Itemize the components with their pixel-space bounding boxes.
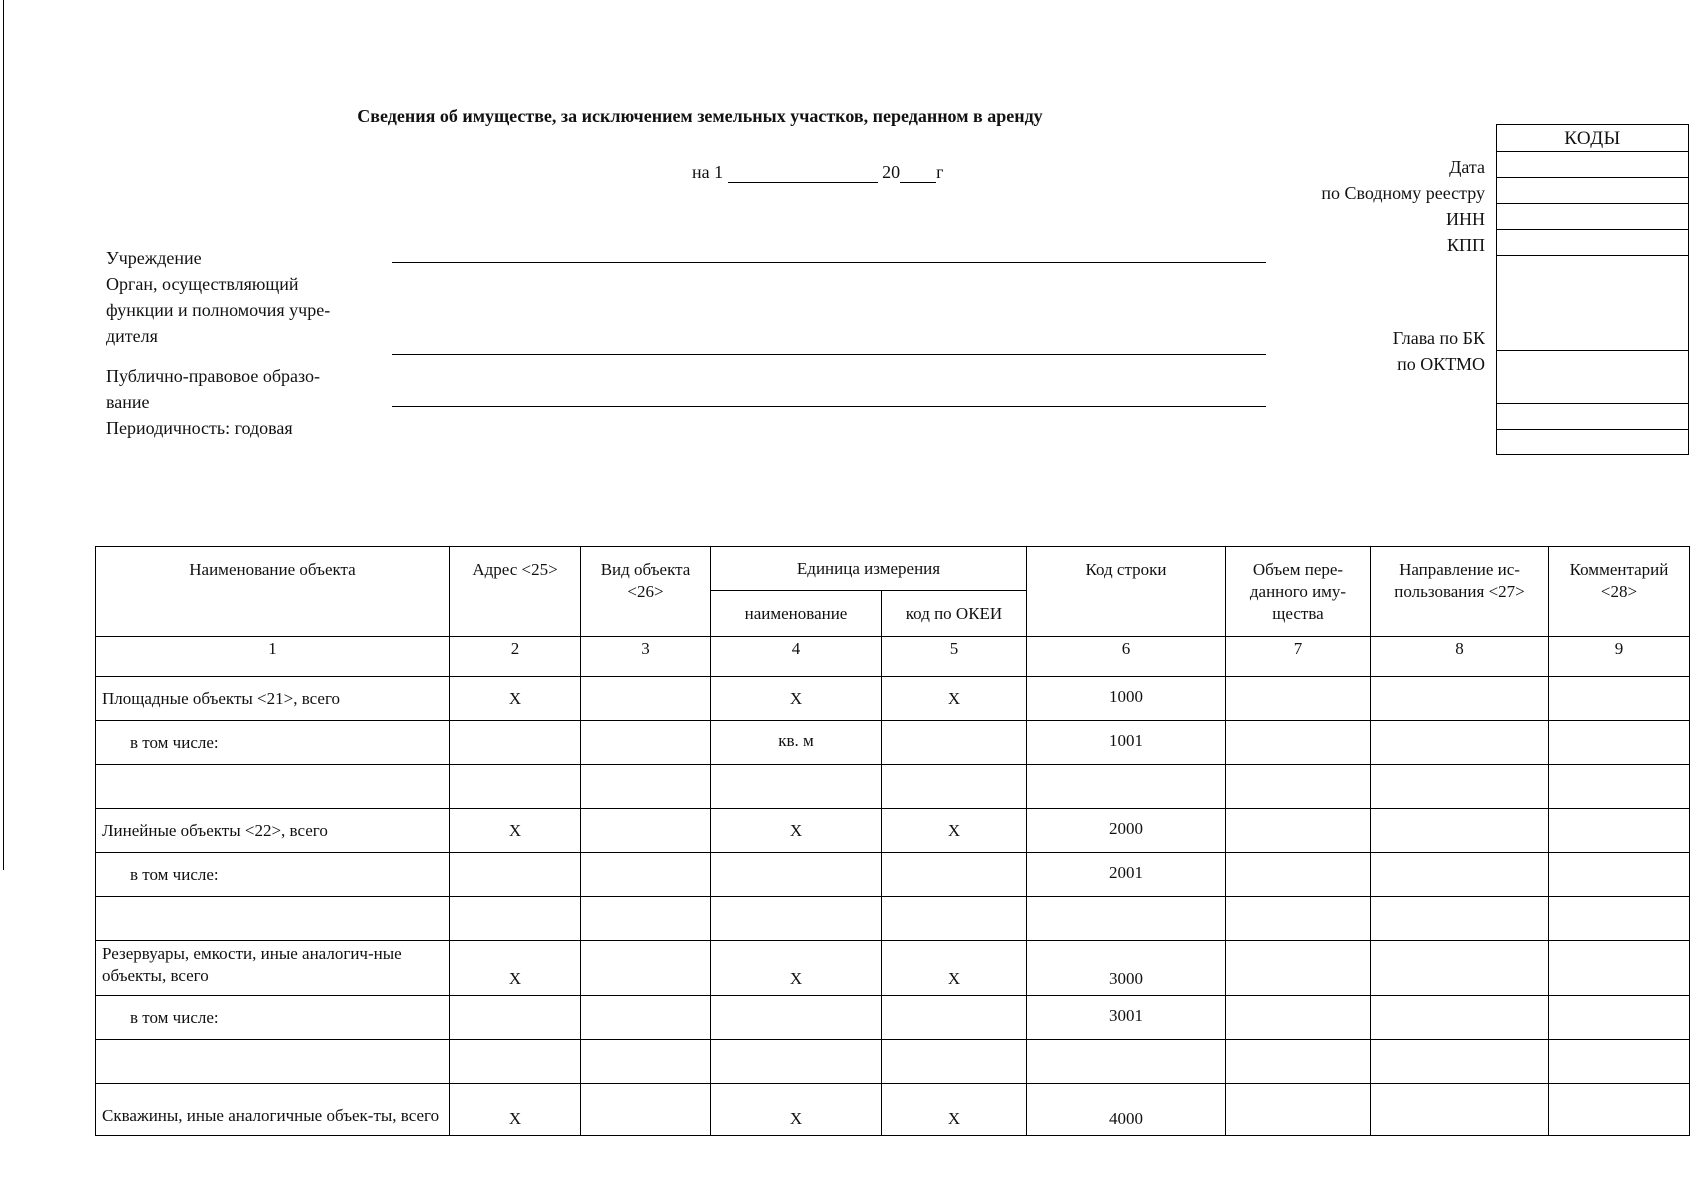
row-kind[interactable] — [581, 677, 711, 721]
row-code: 1000 — [1027, 677, 1226, 721]
row-direction[interactable] — [1371, 996, 1549, 1040]
row-unit-code[interactable] — [882, 1040, 1027, 1084]
table-row — [96, 897, 1690, 941]
table-row — [96, 809, 1690, 853]
date-day-month-blank[interactable] — [728, 166, 878, 183]
row-volume[interactable] — [1226, 996, 1371, 1040]
row-volume[interactable] — [1226, 1040, 1371, 1084]
table-row — [96, 677, 1690, 721]
row-volume[interactable] — [1226, 1084, 1371, 1136]
row-unit-name[interactable] — [711, 996, 882, 1040]
row-address[interactable]: Х — [450, 677, 581, 721]
row-unit-name[interactable]: Х — [711, 809, 882, 853]
row-address[interactable] — [450, 721, 581, 765]
row-unit-code[interactable]: Х — [882, 809, 1027, 853]
header-volume: Объем пере-данного иму-щества — [1226, 547, 1371, 637]
date-prefix: на 1 — [692, 162, 724, 182]
code-label-oktmo: по ОКТМО — [1397, 354, 1485, 374]
column-number: 3 — [581, 637, 711, 677]
row-unit-name[interactable] — [711, 853, 882, 897]
row-unit-code[interactable] — [882, 897, 1027, 941]
row-name: Линейные объекты <22>, всего — [96, 809, 450, 853]
column-number: 4 — [711, 637, 882, 677]
row-unit-name[interactable]: Х — [711, 941, 882, 996]
row-name: Резервуары, емкости, иные аналогич-ные объекты, всего — [96, 941, 450, 996]
column-numbers-row — [96, 637, 1690, 677]
row-code[interactable] — [1027, 1040, 1226, 1084]
founder-label-line2: функции и полномочия учре- — [106, 300, 331, 320]
header-unit-name: наименование — [711, 591, 882, 637]
column-number: 1 — [96, 637, 450, 677]
row-kind[interactable] — [581, 809, 711, 853]
row-direction[interactable] — [1371, 853, 1549, 897]
date-year-blank[interactable] — [900, 166, 936, 183]
row-kind[interactable] — [581, 721, 711, 765]
row-unit-name[interactable] — [711, 897, 882, 941]
row-volume[interactable] — [1226, 897, 1371, 941]
header-comment: Комментарий <28> — [1549, 547, 1690, 637]
row-direction[interactable] — [1371, 1040, 1549, 1084]
header-direction: Направление ис-пользования <27> — [1371, 547, 1549, 637]
date-year-prefix: 20 — [882, 162, 901, 182]
row-comment[interactable] — [1549, 853, 1690, 897]
row-code[interactable] — [1027, 765, 1226, 809]
row-kind[interactable] — [581, 941, 711, 996]
code-label-chapter-bk: Глава по БК — [1392, 328, 1485, 348]
row-name: в том числе: — [96, 721, 450, 765]
row-unit-name[interactable] — [711, 1040, 882, 1084]
row-unit-code[interactable] — [882, 853, 1027, 897]
row-comment[interactable] — [1549, 721, 1690, 765]
page-left-edge — [3, 0, 4, 870]
row-direction[interactable] — [1371, 1084, 1549, 1136]
column-number: 6 — [1027, 637, 1226, 677]
row-volume[interactable] — [1226, 677, 1371, 721]
public-entity-field-line[interactable] — [392, 406, 1266, 407]
row-comment[interactable] — [1549, 897, 1690, 941]
row-name[interactable] — [96, 897, 450, 941]
row-kind[interactable] — [581, 1040, 711, 1084]
codes-title: КОДЫ — [1564, 128, 1621, 149]
code-label-date: Дата — [1449, 157, 1485, 177]
row-unit-name[interactable]: Х — [711, 1084, 882, 1136]
column-number: 5 — [882, 637, 1027, 677]
row-kind[interactable] — [581, 853, 711, 897]
row-direction[interactable] — [1371, 897, 1549, 941]
header-row-code: Код строки — [1027, 547, 1226, 637]
row-unit-name[interactable] — [711, 765, 882, 809]
row-name: Площадные объекты <21>, всего — [96, 677, 450, 721]
row-unit-code[interactable] — [882, 996, 1027, 1040]
document-title: Сведения об имуществе, за исключением земельных участков, переданном в аренду — [357, 106, 1043, 126]
row-direction[interactable] — [1371, 721, 1549, 765]
code-label-kpp: КПП — [1446, 235, 1485, 255]
row-address[interactable] — [450, 1040, 581, 1084]
row-kind[interactable] — [581, 765, 711, 809]
table-row — [96, 996, 1690, 1040]
column-number: 2 — [450, 637, 581, 677]
code-label-registry: по Сводному реестру — [1321, 183, 1485, 203]
founder-field-line[interactable] — [392, 354, 1266, 355]
row-comment[interactable] — [1549, 677, 1690, 721]
row-address[interactable] — [450, 996, 581, 1040]
row-comment[interactable] — [1549, 809, 1690, 853]
header-name: Наименование объекта — [96, 547, 450, 637]
column-number: 8 — [1371, 637, 1549, 677]
row-name[interactable] — [96, 765, 450, 809]
row-name[interactable] — [96, 1040, 450, 1084]
institution-field-line[interactable] — [392, 262, 1266, 263]
founder-label-line1: Орган, осуществляющий — [106, 274, 299, 294]
periodicity-label: Периодичность: годовая — [106, 418, 293, 438]
codes-box — [1496, 124, 1689, 455]
row-comment[interactable] — [1549, 996, 1690, 1040]
row-direction[interactable] — [1371, 765, 1549, 809]
row-direction[interactable] — [1371, 809, 1549, 853]
table-row — [96, 853, 1690, 897]
row-unit-code[interactable] — [882, 765, 1027, 809]
institution-label: Учреждение — [106, 248, 202, 268]
row-code: 2000 — [1027, 809, 1226, 853]
date-suffix: г — [936, 162, 944, 182]
row-comment[interactable] — [1549, 1040, 1690, 1084]
row-address[interactable] — [450, 853, 581, 897]
row-volume[interactable] — [1226, 941, 1371, 996]
row-unit-code[interactable]: Х — [882, 1084, 1027, 1136]
row-code[interactable] — [1027, 897, 1226, 941]
table-row — [96, 765, 1690, 809]
row-name: Скважины, иные аналогичные объек-ты, всего — [96, 1084, 450, 1136]
column-number: 7 — [1226, 637, 1371, 677]
table-row — [96, 941, 1690, 996]
row-code: 3001 — [1027, 996, 1226, 1040]
row-unit-name[interactable]: Х — [711, 677, 882, 721]
row-volume[interactable] — [1226, 765, 1371, 809]
header-unit: Единица измерения — [711, 547, 1027, 591]
row-kind[interactable] — [581, 1084, 711, 1136]
row-address[interactable]: Х — [450, 1084, 581, 1136]
row-volume[interactable] — [1226, 721, 1371, 765]
table-row — [96, 1040, 1690, 1084]
column-number: 9 — [1549, 637, 1690, 677]
header-address: Адрес <25> — [450, 547, 581, 637]
table-row — [96, 1084, 1690, 1136]
row-unit-code[interactable]: Х — [882, 941, 1027, 996]
row-address[interactable]: Х — [450, 941, 581, 996]
row-volume[interactable] — [1226, 853, 1371, 897]
row-code: 4000 — [1027, 1084, 1226, 1136]
property-table — [95, 546, 1690, 1136]
row-name: в том числе: — [96, 853, 450, 897]
row-unit-name[interactable]: кв. м — [711, 721, 882, 765]
row-kind[interactable] — [581, 897, 711, 941]
public-entity-label-line2: вание — [106, 392, 150, 412]
row-comment[interactable] — [1549, 765, 1690, 809]
header-unit-code: код по ОКЕИ — [882, 591, 1027, 637]
row-unit-code[interactable] — [882, 721, 1027, 765]
row-direction[interactable] — [1371, 677, 1549, 721]
row-code: 2001 — [1027, 853, 1226, 897]
row-unit-code[interactable]: Х — [882, 677, 1027, 721]
row-name: в том числе: — [96, 996, 450, 1040]
report-date-line — [692, 162, 944, 183]
table-row — [96, 721, 1690, 765]
founder-label-line3: дителя — [106, 326, 158, 346]
code-label-inn: ИНН — [1446, 209, 1485, 229]
row-code: 3000 — [1027, 941, 1226, 996]
row-address[interactable]: Х — [450, 809, 581, 853]
row-comment[interactable] — [1549, 1084, 1690, 1136]
header-kind: Вид объекта <26> — [581, 547, 711, 637]
row-direction[interactable] — [1371, 941, 1549, 996]
row-volume[interactable] — [1226, 809, 1371, 853]
public-entity-label-line1: Публично-правовое образо- — [106, 366, 320, 386]
row-address[interactable] — [450, 765, 581, 809]
row-comment[interactable] — [1549, 941, 1690, 996]
row-address[interactable] — [450, 897, 581, 941]
row-kind[interactable] — [581, 996, 711, 1040]
row-code: 1001 — [1027, 721, 1226, 765]
